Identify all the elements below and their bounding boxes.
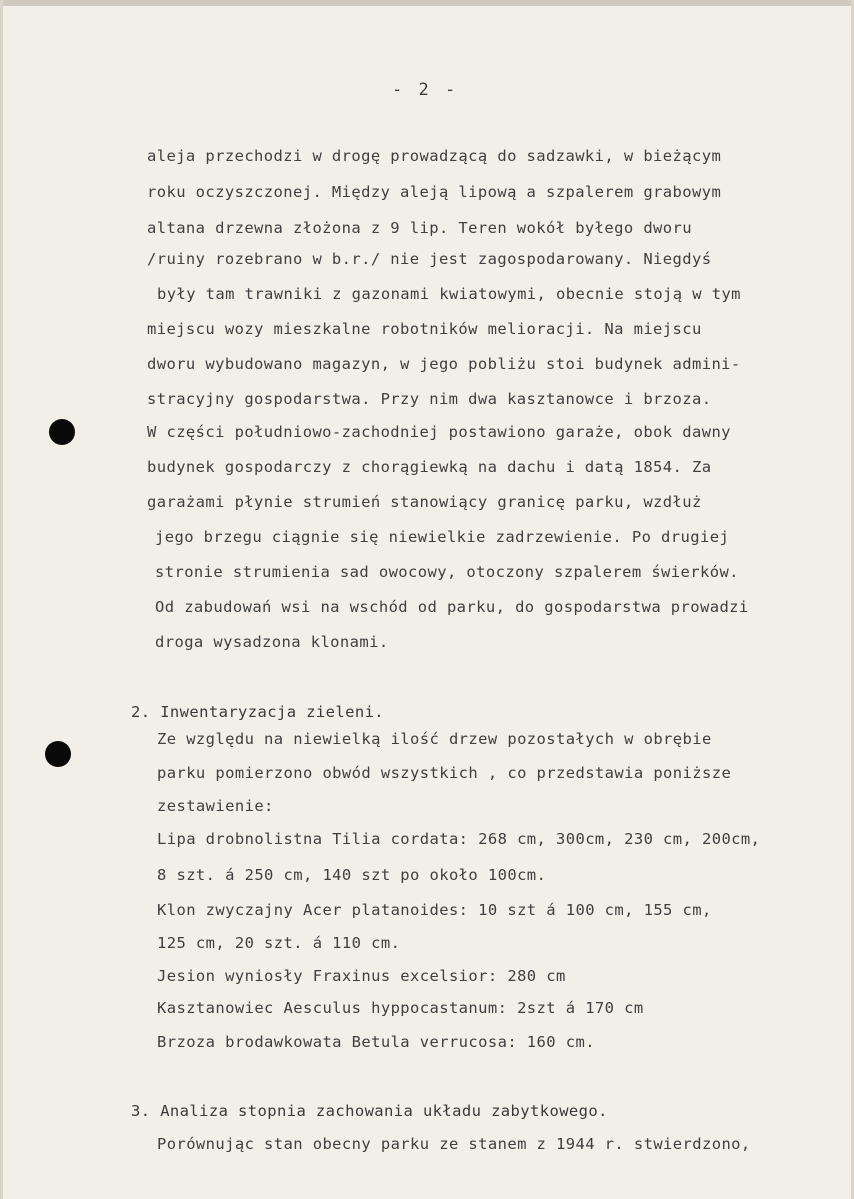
paragraph-line: stronie strumienia sad owocowy, otoczony szpalerem świerków. [155,563,739,581]
section-line: Ze względu na niewielką ilość drzew pozostałych w obrębie [157,730,712,748]
paragraph-line: aleja przechodzi w drogę prowadzącą do sadzawki, w bieżącym [147,147,722,165]
paragraph-line: garażami płynie strumień stanowiący granicę parku, wzdłuż [147,493,702,511]
page-top-edge [0,0,854,6]
section-line: parku pomierzono obwód wszystkich , co przedstawia poniższe [157,764,732,782]
page-left-edge [0,0,3,1199]
paragraph-line: budynek gospodarczy z chorągiewką na dachu i datą 1854. Za [147,458,712,476]
paragraph-line: Od zabudowań wsi na wschód od parku, do gospodarstwa prowadzi [155,598,749,616]
section-line: 125 cm, 20 szt. á 110 cm. [157,934,401,952]
paragraph-line: /ruiny rozebrano w b.r./ nie jest zagospodarowany. Niegdyś [147,250,712,268]
paragraph-line: dworu wybudowano magazyn, w jego pobliżu stoi budynek admini- [147,355,741,373]
paragraph-line: droga wysadzona klonami. [155,633,389,651]
page-number: - 2 - [392,80,459,100]
punch-hole-bottom [45,741,71,767]
section-line: 8 szt. á 250 cm, 140 szt po około 100cm. [157,866,547,884]
paragraph-line: miejscu wozy mieszkalne robotników melioracji. Na miejscu [147,320,702,338]
section-line: Klon zwyczajny Acer platanoides: 10 szt á 100 cm, 155 cm, [157,901,712,919]
section-heading-inventory: 2. Inwentaryzacja zieleni. [131,703,385,721]
section-line: Lipa drobnolistna Tilia cordata: 268 cm, 300cm, 230 cm, 200cm, [157,830,761,848]
section-heading-analysis: 3. Analiza stopnia zachowania układu zabytkowego. [131,1102,608,1120]
paragraph-line: altana drzewna złożona z 9 lip. Teren wokół byłego dworu [147,219,692,237]
section-line: Porównując stan obecny parku ze stanem z 1944 r. stwierdzono, [157,1135,751,1153]
section-line: Brzoza brodawkowata Betula verrucosa: 160 cm. [157,1033,595,1051]
section-line: Kasztanowiec Aesculus hyppocastanum: 2szt á 170 cm [157,999,644,1017]
section-line: zestawienie: [157,797,274,815]
paragraph-line: W części południowo-zachodniej postawiono garaże, obok dawny [147,423,731,441]
punch-hole-top [49,419,75,445]
paragraph-line: jego brzegu ciągnie się niewielkie zadrzewienie. Po drugiej [155,528,730,546]
paragraph-line: stracyjny gospodarstwa. Przy nim dwa kasztanowce i brzoza. [147,390,712,408]
section-line: Jesion wyniosły Fraxinus excelsior: 280 cm [157,967,566,985]
paragraph-line: były tam trawniki z gazonami kwiatowymi, obecnie stoją w tym [157,285,741,303]
paragraph-line: roku oczyszczonej. Między aleją lipową a szpalerem grabowym [147,183,722,201]
